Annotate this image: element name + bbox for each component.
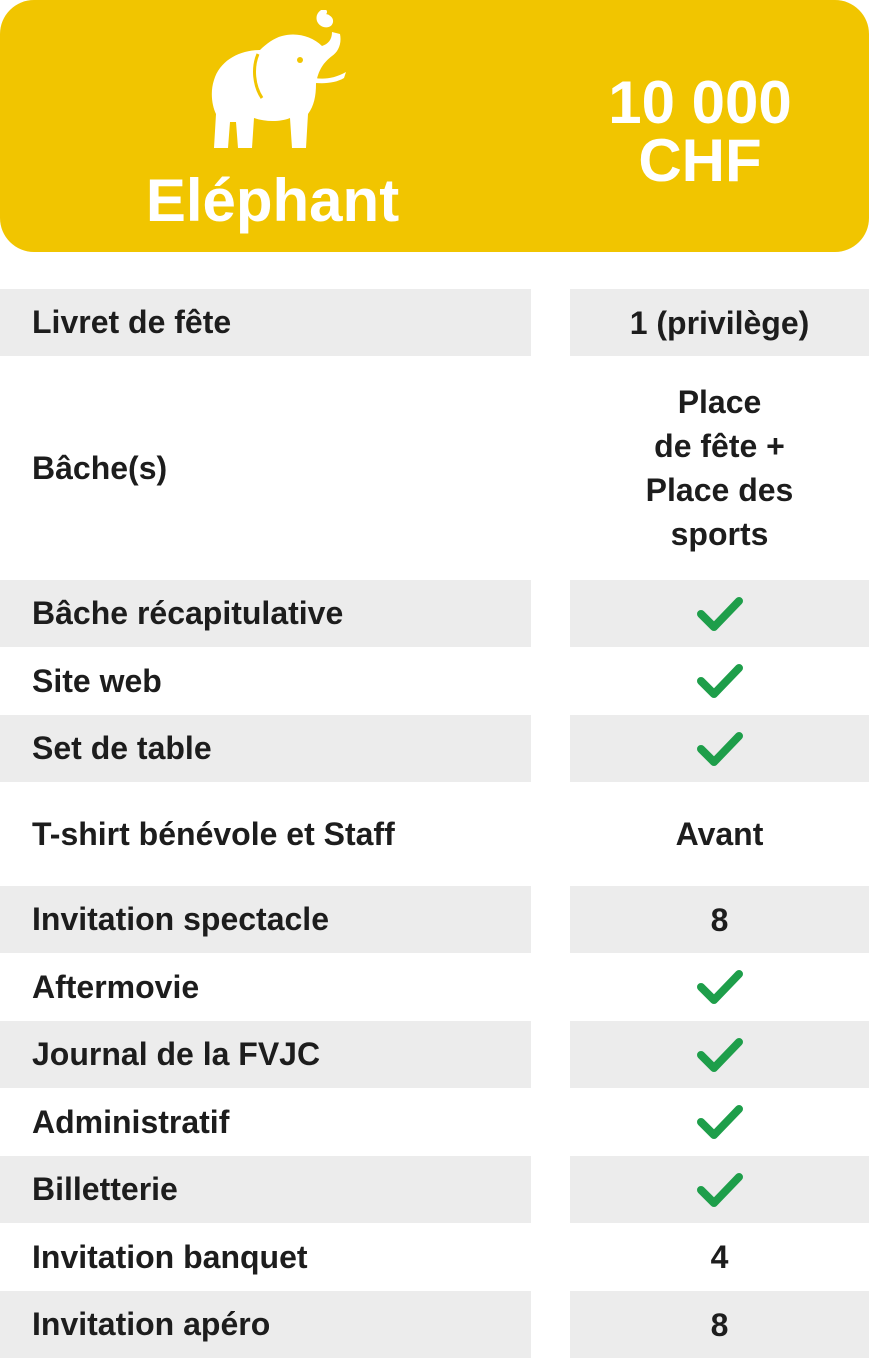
- check-icon: [697, 731, 743, 767]
- row-label: Billetterie: [32, 1171, 178, 1207]
- price-currency: CHF: [638, 127, 762, 194]
- check-icon: [697, 663, 743, 699]
- row-label: Journal de la FVJC: [32, 1036, 321, 1072]
- row-label: Aftermovie: [32, 968, 200, 1005]
- table-row: [0, 886, 869, 953]
- table-row: [0, 356, 869, 580]
- row-value: 8: [710, 901, 729, 938]
- elephant-icon: [200, 10, 350, 152]
- tier-name: Eléphant: [145, 167, 400, 234]
- table-row: [0, 1088, 869, 1156]
- price-amount: 10 000: [608, 69, 792, 136]
- table-row: [0, 782, 869, 886]
- table-row: [0, 647, 869, 715]
- table-row: [0, 953, 869, 1021]
- check-icon: [697, 1104, 743, 1140]
- check-icon: [697, 1172, 743, 1208]
- price: [545, 69, 855, 194]
- row-label: T-shirt bénévole et Staff: [32, 815, 395, 852]
- table-row: [0, 715, 869, 782]
- table-row: [0, 1021, 869, 1088]
- row-label: Bâche(s): [32, 449, 168, 486]
- row-label: Livret de fête: [32, 304, 232, 340]
- row-value: Avant: [675, 816, 764, 852]
- table-row: [0, 1223, 869, 1291]
- table-row: [0, 580, 869, 647]
- row-label: Invitation banquet: [32, 1238, 308, 1275]
- check-icon: [697, 969, 743, 1005]
- row-value: 1 (privilège): [629, 304, 810, 341]
- row-value: 4: [710, 1239, 729, 1275]
- check-icon: [697, 1037, 743, 1073]
- row-label: Invitation spectacle: [32, 901, 329, 937]
- row-value: 8: [710, 1306, 729, 1343]
- check-icon: [697, 596, 743, 632]
- row-label: Site web: [32, 662, 162, 699]
- benefits-table: [0, 289, 869, 1358]
- row-label: Bâche récapitulative: [32, 595, 344, 631]
- row-label: Invitation apéro: [32, 1306, 271, 1342]
- tier-header: [0, 0, 869, 252]
- table-row: [0, 1291, 869, 1358]
- row-value: Place de fête + Place des sports: [645, 384, 794, 552]
- row-label: Set de table: [32, 730, 212, 766]
- table-row: [0, 289, 869, 356]
- table-row: [0, 1156, 869, 1223]
- row-label: Administratif: [32, 1103, 230, 1140]
